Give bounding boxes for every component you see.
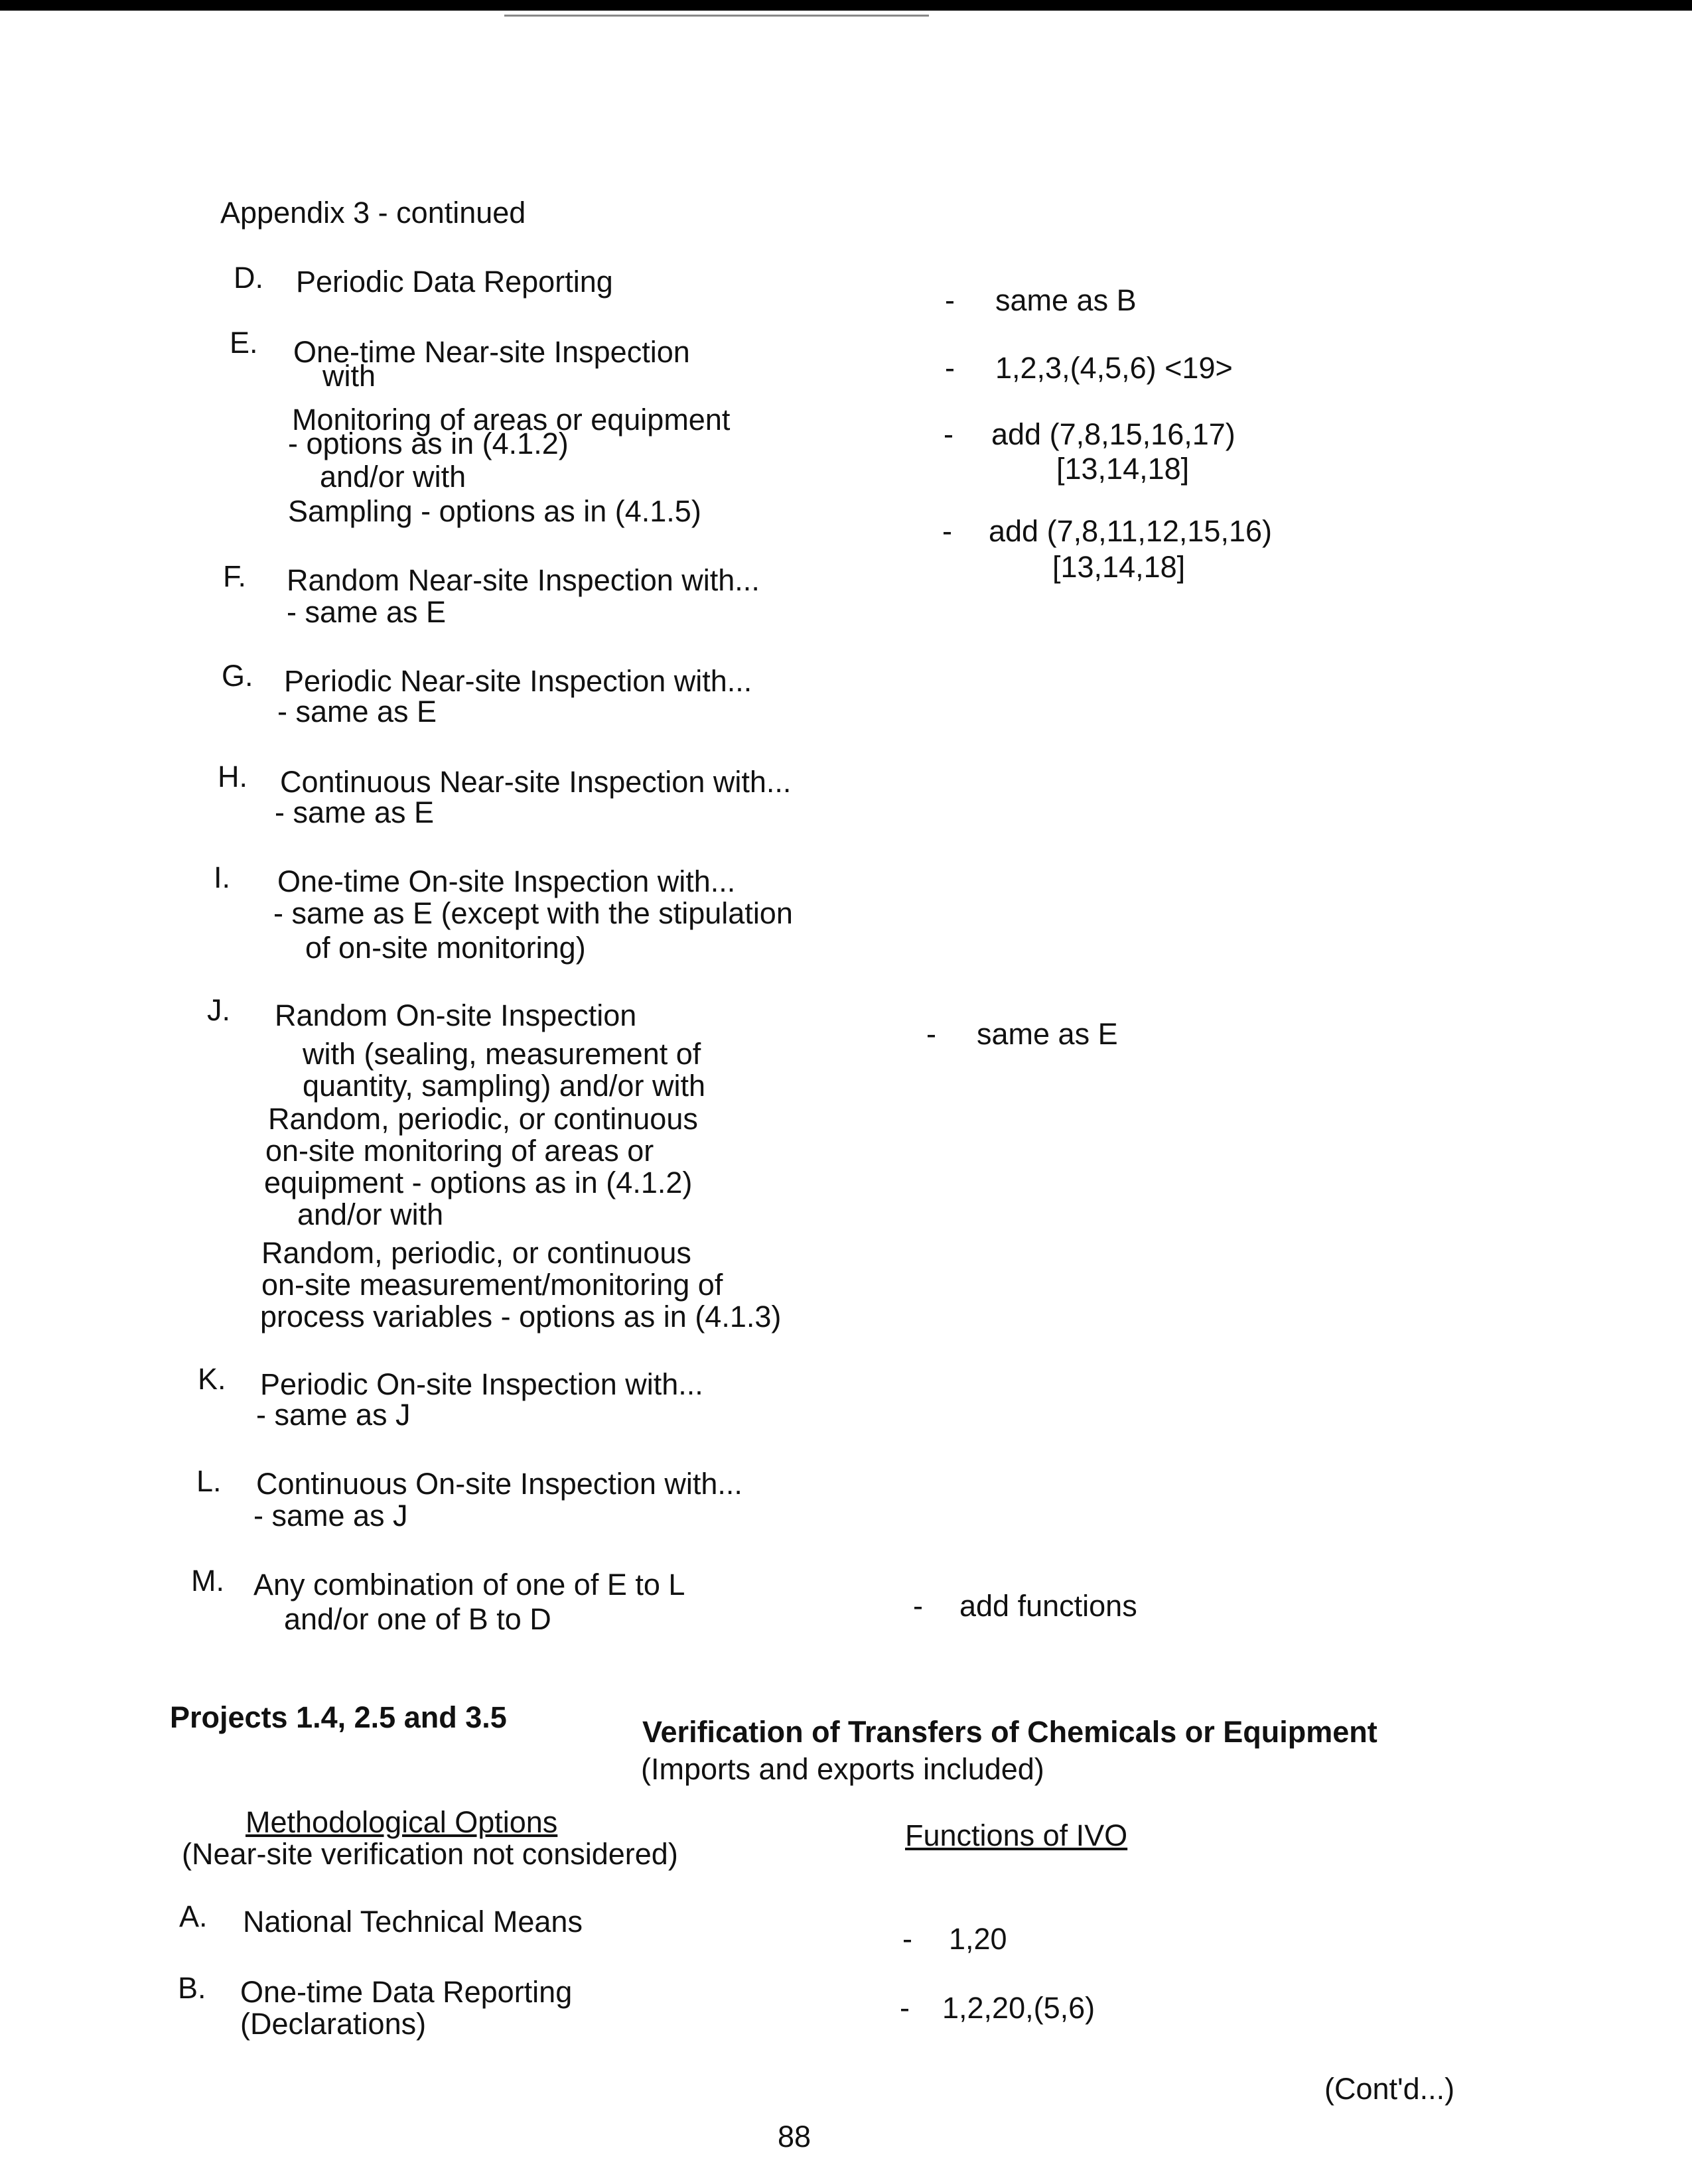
- option-line: on-site monitoring of areas or: [265, 1134, 654, 1168]
- option-letter: M.: [191, 1564, 224, 1598]
- option-letter: J.: [207, 993, 231, 1027]
- option-line: Sampling - options as in (4.1.5): [288, 494, 701, 528]
- methodological-options-heading: Methodological Options: [246, 1805, 558, 1839]
- function-dash: -: [944, 417, 953, 451]
- option-line: National Technical Means: [243, 1905, 583, 1939]
- option-letter: E.: [230, 326, 258, 360]
- option-letter: I.: [214, 860, 231, 894]
- option-line: process variables - options as in (4.1.3): [260, 1300, 782, 1333]
- option-line: (Declarations): [240, 2007, 427, 2041]
- option-line: equipment - options as in (4.1.2): [264, 1166, 693, 1199]
- functions-of-ivo-heading: Functions of IVO: [905, 1818, 1128, 1852]
- function-value: 1,20: [949, 1922, 1007, 1956]
- option-line: - same as E: [277, 695, 437, 728]
- option-line: and/or one of B to D: [284, 1602, 551, 1636]
- option-letter: D.: [234, 261, 263, 295]
- option-line: with: [322, 359, 376, 393]
- option-line: Periodic Near-site Inspection with...: [284, 664, 752, 698]
- function-value: add functions: [959, 1589, 1137, 1623]
- projects-label: Projects 1.4, 2.5 and 3.5: [170, 1700, 507, 1734]
- function-dash: -: [900, 1991, 910, 2025]
- option-line: quantity, sampling) and/or with: [303, 1069, 705, 1103]
- option-line: Periodic Data Reporting: [296, 265, 613, 299]
- option-line: Random, periodic, or continuous: [268, 1102, 698, 1136]
- option-line: Random, periodic, or continuous: [261, 1236, 691, 1270]
- option-line: - same as J: [253, 1499, 408, 1533]
- scan-artifact-line: [504, 15, 929, 17]
- option-line: Continuous Near-site Inspection with...: [280, 765, 792, 799]
- option-line: on-site measurement/monitoring of: [261, 1268, 723, 1302]
- option-letter: L.: [196, 1464, 222, 1498]
- section-subtitle: (Imports and exports included): [641, 1752, 1044, 1786]
- option-line: One-time On-site Inspection with...: [277, 864, 736, 898]
- option-line: - same as E (except with the stipulation: [273, 896, 793, 930]
- appendix-heading: Appendix 3 - continued: [220, 196, 526, 230]
- function-value: same as B: [995, 283, 1137, 317]
- option-line: Monitoring of areas or equipment: [292, 403, 731, 437]
- function-value: add (7,8,11,12,15,16): [989, 514, 1272, 548]
- continued-note: (Cont'd...): [1324, 2072, 1455, 2106]
- option-line: Continuous On-site Inspection with...: [256, 1467, 742, 1501]
- page-number: 88: [778, 2120, 811, 2153]
- option-line: Random Near-site Inspection with...: [287, 563, 760, 597]
- option-line: - same as E: [287, 595, 447, 629]
- option-line: - same as E: [275, 795, 435, 829]
- option-line: - options as in (4.1.2): [288, 427, 569, 460]
- function-value: 1,2,3,(4,5,6) <19>: [995, 351, 1233, 385]
- option-letter: H.: [218, 760, 247, 793]
- function-value: add (7,8,15,16,17): [991, 417, 1235, 451]
- function-value: same as E: [977, 1017, 1118, 1051]
- option-line: with (sealing, measurement of: [303, 1037, 701, 1071]
- option-line: of on-site monitoring): [305, 931, 586, 965]
- option-line: Random On-site Inspection: [275, 998, 637, 1032]
- option-line: and/or with: [297, 1197, 444, 1231]
- function-dash: -: [913, 1589, 923, 1623]
- methodological-options-note: (Near-site verification not considered): [182, 1837, 678, 1871]
- section-title: Verification of Transfers of Chemicals or Equipment: [642, 1715, 1377, 1749]
- option-letter: A.: [179, 1899, 208, 1933]
- option-letter: F.: [223, 559, 247, 593]
- function-dash: -: [945, 283, 955, 317]
- function-dash: -: [942, 514, 952, 548]
- option-line: One-time Near-site Inspection: [293, 335, 690, 369]
- function-dash: -: [945, 351, 955, 385]
- scan-top-edge: [0, 0, 1692, 11]
- function-value: 1,2,20,(5,6): [942, 1991, 1095, 2025]
- option-line: One-time Data Reporting: [240, 1975, 573, 2009]
- function-dash: -: [902, 1922, 912, 1956]
- option-letter: B.: [178, 1971, 206, 2005]
- option-line: and/or with: [320, 460, 466, 494]
- function-value: [13,14,18]: [1056, 452, 1190, 486]
- option-line: Any combination of one of E to L: [253, 1568, 685, 1602]
- function-value: [13,14,18]: [1052, 550, 1186, 584]
- option-line: - same as J: [256, 1398, 411, 1432]
- option-line: Periodic On-site Inspection with...: [260, 1367, 703, 1401]
- option-letter: K.: [198, 1362, 226, 1396]
- option-letter: G.: [222, 659, 253, 693]
- function-dash: -: [926, 1017, 936, 1051]
